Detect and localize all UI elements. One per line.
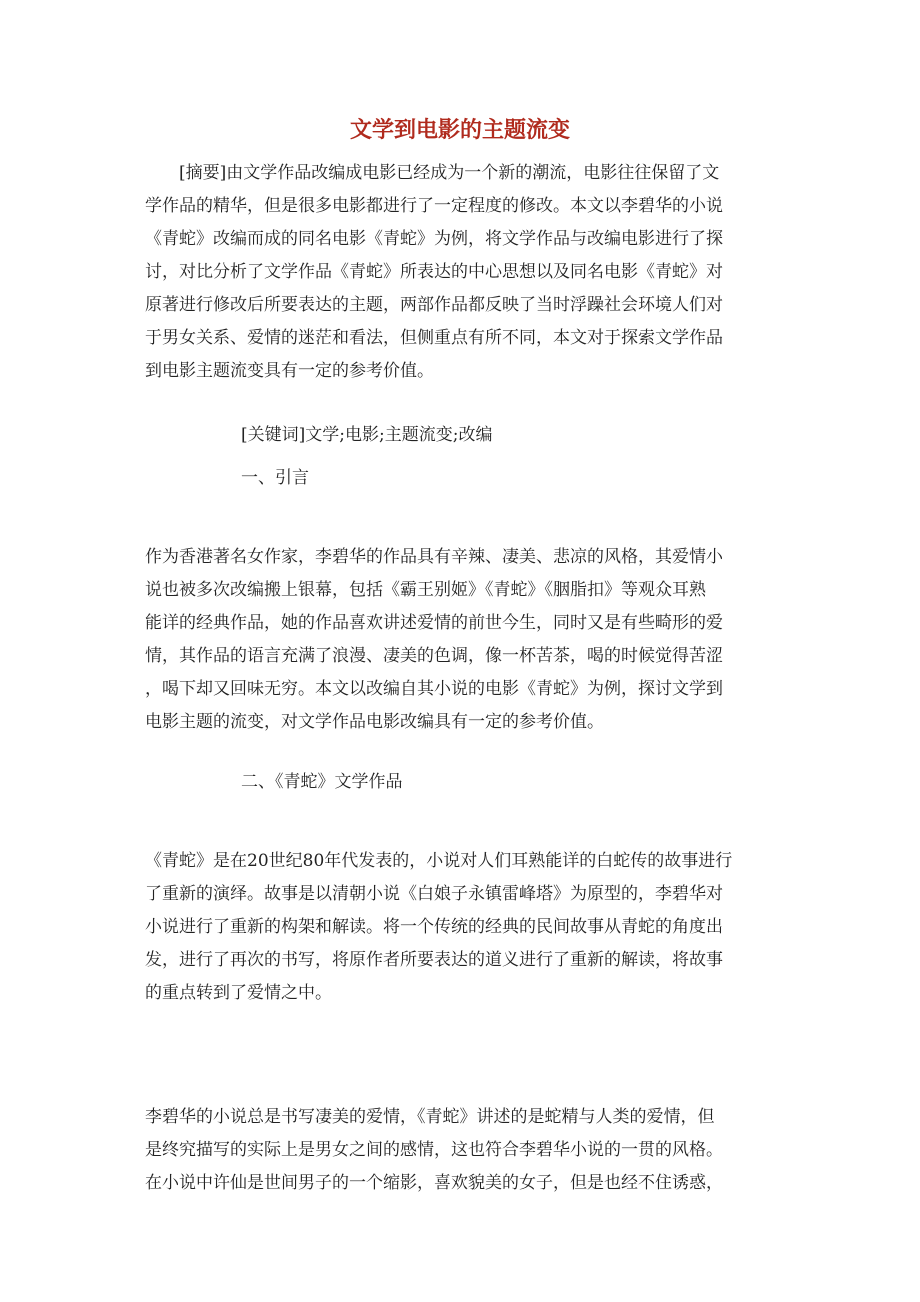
intro-line: 电影主题的流变，对文学作品电影改编具有一定的参考价值。 [145,712,604,732]
abstract-line: 于男女关系、爱情的迷茫和看法，但侧重点有所不同，本文对于探索文学作品 [145,328,723,348]
novel-line: 《青蛇》是在20世纪80年代发表的，小说对人们耳熟能详的白蛇传的故事进行 [145,851,733,871]
keywords: [关键词]文学;电影;主题流变;改编 [241,425,493,445]
abstract-line: [摘要]由文学作品改编成电影已经成为一个新的潮流，电影往往保留了文 [179,163,720,183]
novel-line: 了重新的演绎。故事是以清朝小说《白娘子永镇雷峰塔》为原型的，李碧华对 [145,884,723,904]
novel-line: 发，进行了再次的书写，将原作者所要表达的道义进行了重新的解读，将故事 [145,950,723,970]
novel-paragraph [145,845,777,1010]
intro-line: 情，其作品的语言充满了浪漫、凄美的色调，像一杯苦茶，喝的时候觉得苦涩 [145,646,723,666]
section-heading-novel: 二、《青蛇》文学作品 [241,772,403,792]
novel-line: 的重点转到了爱情之中。 [145,983,332,1003]
intro-line: 说也被多次改编搬上银幕，包括《霸王别姬》《青蛇》《胭脂扣》等观众耳熟 [145,580,706,600]
intro-line: ，喝下却又回味无穷。本文以改编自其小说的电影《青蛇》为例，探讨文学到 [145,679,723,699]
abstract-line: 学作品的精华，但是很多电影都进行了一定程度的修改。本文以李碧华的小说 [145,196,723,216]
document-title: 文学到电影的主题流变 [349,118,570,143]
abstract-line: 讨，对比分析了文学作品《青蛇》所表达的中心思想以及同名电影《青蛇》对 [145,262,723,282]
intro-line: 能详的经典作品，她的作品喜欢讲述爱情的前世今生，同时又是有些畸形的爱 [145,613,723,633]
intro-paragraph [145,541,777,739]
theme-line: 是终究描写的实际上是男女之间的感情，这也符合李碧华小说的一贯的风格。 [145,1140,723,1160]
theme-line: 在小说中许仙是世间男子的一个缩影，喜欢貌美的女子，但是也经不住诱惑， [145,1173,723,1193]
abstract-line: 《青蛇》改编而成的同名电影《青蛇》为例，将文学作品与改编电影进行了探 [145,229,723,249]
abstract-line: 到电影主题流变具有一定的参考价值。 [145,361,434,381]
section-heading-intro: 一、引言 [241,468,309,488]
theme-line: 李碧华的小说总是书写凄美的爱情，《青蛇》讲述的是蛇精与人类的爱情，但 [145,1107,715,1127]
abstract-paragraph [145,157,777,388]
intro-line: 作为香港著名女作家，李碧华的作品具有辛辣、凄美、悲凉的风格，其爱情小 [145,547,723,567]
theme-paragraph [145,1101,777,1200]
abstract-line: 原著进行修改后所要表达的主题，两部作品都反映了当时浮躁社会环境人们对 [145,295,723,315]
novel-line: 小说进行了重新的构架和解读。将一个传统的经典的民间故事从青蛇的角度出 [145,917,723,937]
